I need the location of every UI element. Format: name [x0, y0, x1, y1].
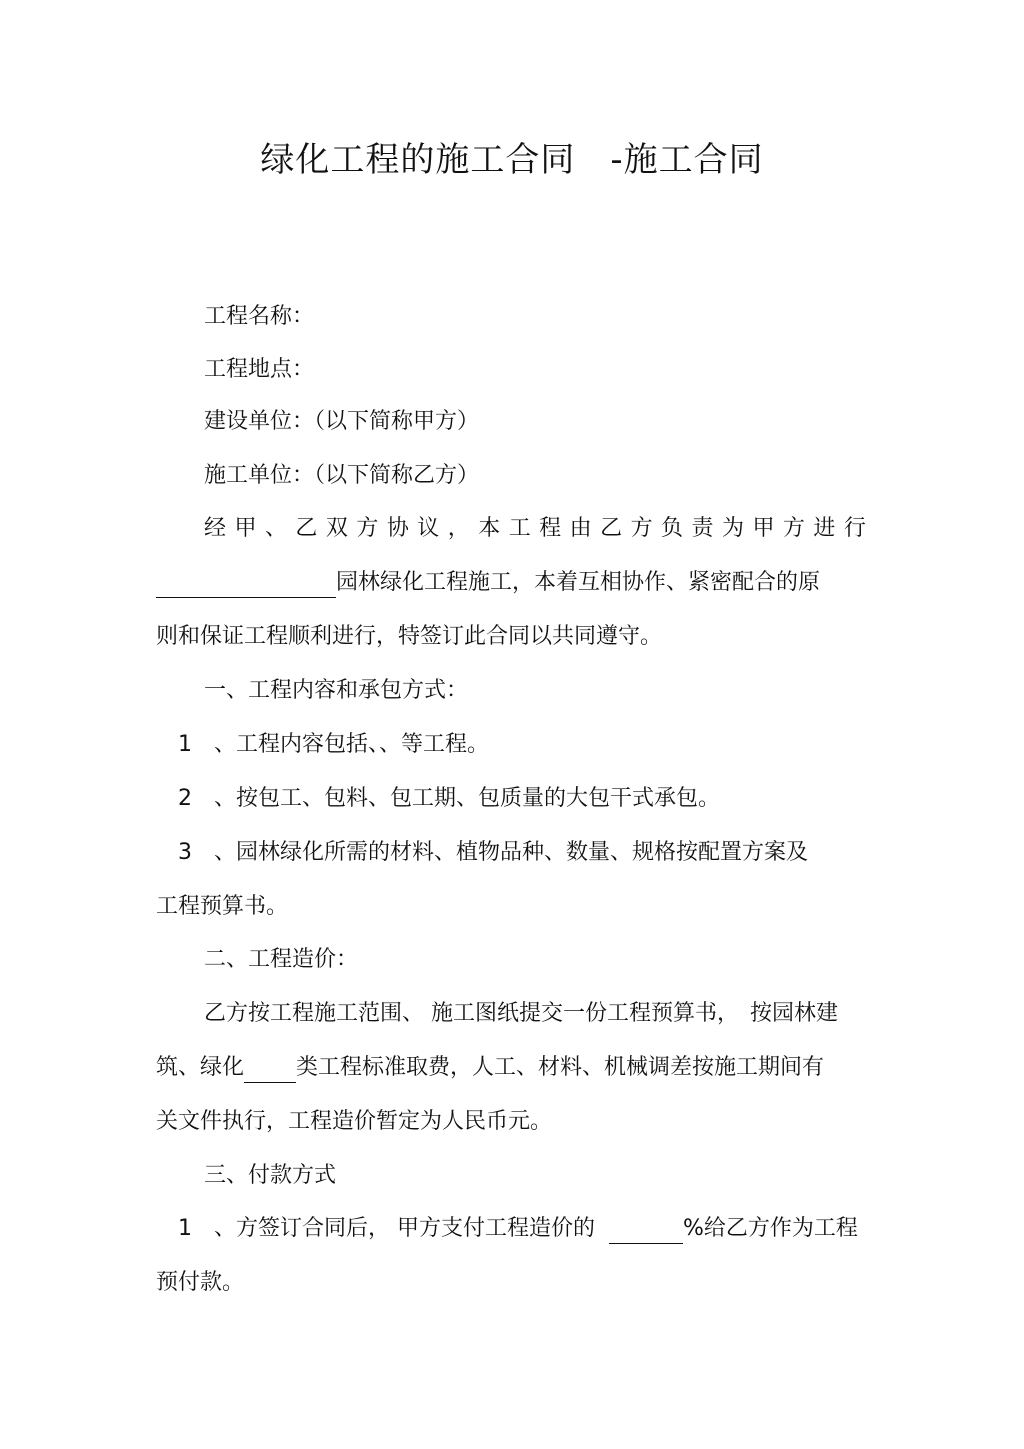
intro-char: 本 [478, 516, 501, 541]
payment-text-start: 、方签订合同后， 甲方支付工程造价的 [214, 1216, 595, 1241]
item-3-continued: 工程预算书。 [156, 894, 289, 919]
section-2-heading: 二、工程造价： [204, 947, 359, 972]
document-title: 绿化工程的施工合同 -施工合同 [260, 140, 764, 180]
item-number: 1 [178, 732, 192, 757]
intro-line-1 [204, 514, 866, 544]
intro-char: 工 [508, 516, 531, 541]
item-number: 3 [178, 840, 192, 865]
intro-char: 为 [721, 516, 744, 541]
payment-item-1-continued: 预付款。 [156, 1270, 245, 1295]
intro-line-2-text: 园林绿化工程施工，本着互相协作、紧密配合的原 [336, 570, 821, 595]
intro-char: 程 [539, 516, 562, 541]
intro-char: 乙 [295, 516, 318, 541]
payment-item-1 [178, 1214, 858, 1244]
party-a-line: 建设单位：（以下简称甲方） [204, 409, 480, 434]
item-text: 、按包工、包料、包工期、包质量的大包干式承包。 [214, 786, 721, 811]
item-number: 2 [178, 786, 192, 811]
party-b-line: 施工单位：（以下简称乙方） [204, 463, 480, 488]
intro-char: 协 [386, 516, 409, 541]
price-line-2-start: 筑、绿化 [156, 1055, 245, 1080]
payment-text-end: %给乙方作为工程 [683, 1216, 858, 1241]
item-1 [178, 730, 489, 760]
price-line-1: 乙方按工程施工范围、 施工图纸提交一份工程预算书， 按园林建 [204, 1001, 838, 1026]
price-line-2 [156, 1053, 824, 1083]
intro-char: 双 [325, 516, 348, 541]
item-2 [178, 784, 720, 814]
item-number: 1 [178, 1216, 192, 1241]
intro-char: 行 [843, 516, 866, 541]
intro-char: 方 [356, 516, 379, 541]
item-3 [178, 838, 808, 868]
intro-char: 方 [782, 516, 805, 541]
project-name-label: 工程名称： [204, 304, 315, 329]
intro-char: 、 [264, 516, 287, 541]
intro-char: 由 [569, 516, 592, 541]
item-text: 、园林绿化所需的材料、植物品种、数量、规格按配置方案及 [214, 840, 809, 865]
blank-field [609, 1217, 683, 1244]
blank-field [156, 571, 336, 598]
intro-line-2 [156, 568, 820, 598]
intro-char: 甲 [234, 516, 257, 541]
intro-char: 方 [630, 516, 653, 541]
intro-char: 议 [417, 516, 440, 541]
price-line-2-end: 类工程标准取费，人工、材料、机械调差按施工期间有 [296, 1055, 825, 1080]
blank-field [244, 1056, 296, 1083]
price-line-3: 关文件执行，工程造价暂定为人民币元。 [156, 1109, 553, 1134]
section-1-heading: 一、工程内容和承包方式： [204, 678, 469, 703]
intro-char: 负 [661, 516, 684, 541]
intro-line-3: 则和保证工程顺利进行，特签订此合同以共同遵守。 [156, 624, 663, 649]
intro-char: 经 [204, 516, 227, 541]
intro-char: 责 [691, 516, 714, 541]
project-location-label: 工程地点： [204, 357, 315, 382]
item-text: 、工程内容包括、、等工程。 [214, 732, 490, 757]
intro-char: 乙 [600, 516, 623, 541]
intro-char: 甲 [752, 516, 775, 541]
section-3-heading: 三、付款方式 [204, 1163, 337, 1188]
intro-char: 进 [813, 516, 836, 541]
intro-char: ， [447, 516, 470, 541]
